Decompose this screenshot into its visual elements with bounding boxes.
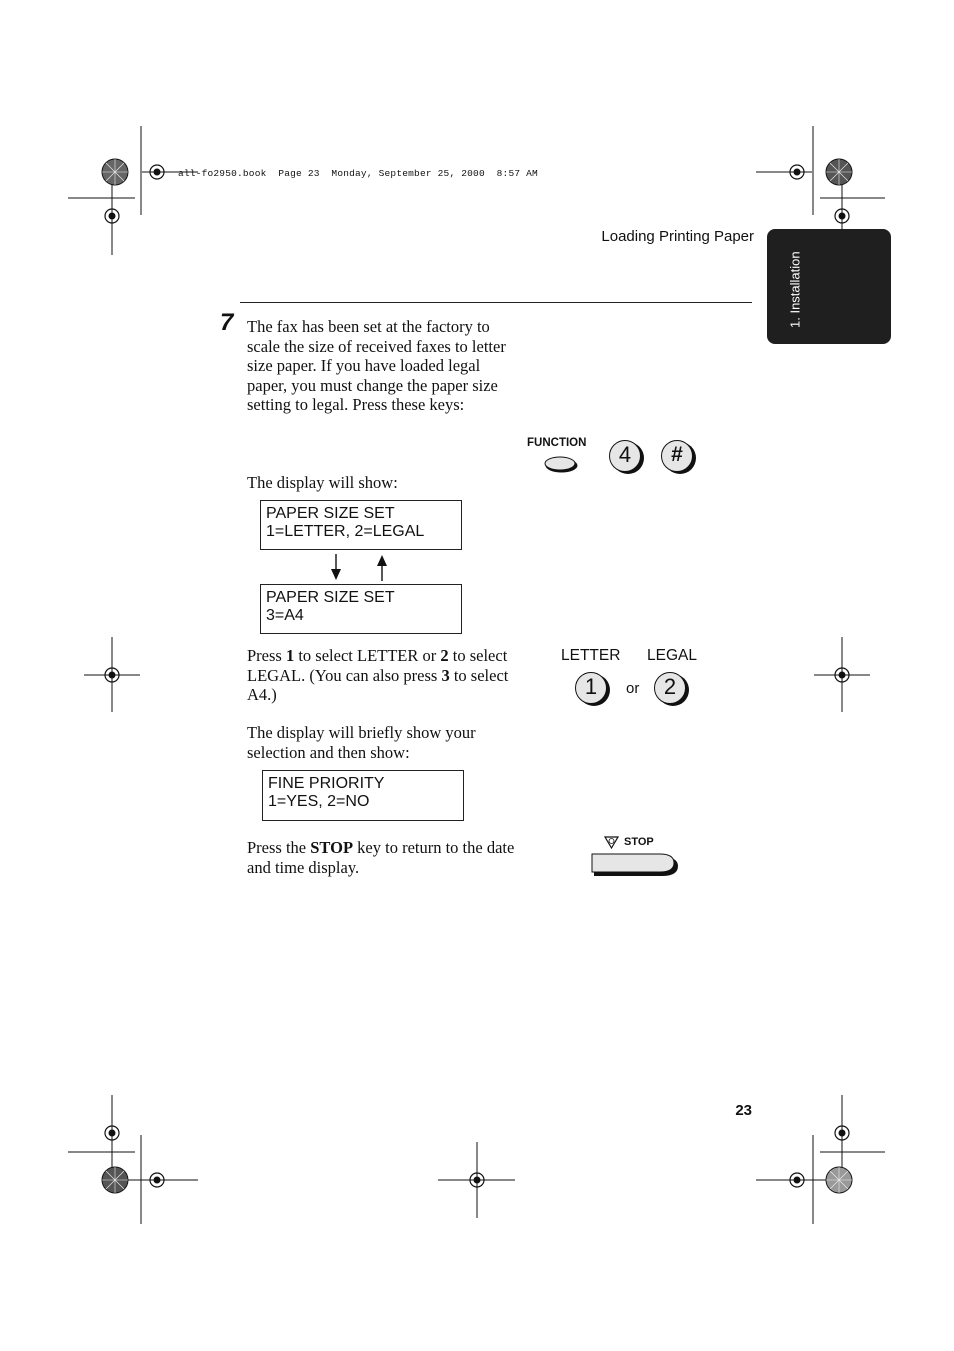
- function-key-icon: [543, 454, 579, 474]
- key-4: 4: [608, 440, 646, 474]
- stop-key-icon: [590, 852, 682, 880]
- display-will-show-text: The display will show:: [247, 473, 398, 492]
- key-hash: #: [660, 440, 698, 474]
- or-text: or: [626, 680, 640, 697]
- letter-label: LETTER: [561, 647, 621, 664]
- step-number: 7: [220, 309, 234, 336]
- stop-key-label: STOP: [624, 836, 654, 848]
- section-rule: [240, 302, 752, 303]
- key-ref-3: 3: [441, 665, 450, 685]
- lcd-line-2: 1=YES, 2=NO: [268, 792, 370, 810]
- file-header: all-fo2950.book Page 23 Monday, September 25, 2000 8:57 AM: [178, 168, 538, 179]
- cycle-arrows-icon: [326, 552, 396, 584]
- lcd-line-1: FINE PRIORITY: [268, 775, 385, 792]
- lcd-line-2: 1=LETTER, 2=LEGAL: [266, 522, 425, 540]
- key-1: 1: [574, 672, 612, 706]
- press-stop-text: Press the STOP key to return to the date and time display.: [247, 838, 515, 877]
- key-ref-1: 1: [285, 646, 295, 665]
- page-number: 23: [735, 1102, 752, 1119]
- legal-label: LEGAL: [647, 647, 697, 664]
- lcd-line-1: PAPER SIZE SET: [266, 505, 395, 522]
- side-tab: [767, 229, 891, 344]
- lcd-display-paper-size-1: [260, 500, 462, 550]
- function-key-label: FUNCTION: [527, 437, 587, 449]
- press-select-text: Press 1 to select LETTER or 2 to select LEGAL. (You can also press 3 to select A4.): [247, 646, 509, 704]
- key-2: 2: [653, 672, 691, 706]
- key-ref-stop: STOP: [310, 838, 354, 857]
- step-intro: The fax has been set at the factory to scale the size of received faxes to letter size paper. If you have loaded legal paper, you must change the paper size setting to legal. Press these keys:: [247, 317, 506, 414]
- section-title: Loading Printing Paper: [601, 228, 754, 245]
- key-ref-2: 2: [440, 646, 449, 665]
- stop-symbol-icon: [604, 835, 620, 850]
- briefly-show-text: The display will briefly show your selection and then show:: [247, 723, 476, 762]
- side-tab-label: 1. Installation: [787, 251, 803, 329]
- lcd-line-1: PAPER SIZE SET: [266, 589, 395, 606]
- lcd-display-fine-priority: [262, 770, 464, 821]
- lcd-line-2: 3=A4: [266, 606, 304, 624]
- lcd-display-paper-size-2: [260, 584, 462, 634]
